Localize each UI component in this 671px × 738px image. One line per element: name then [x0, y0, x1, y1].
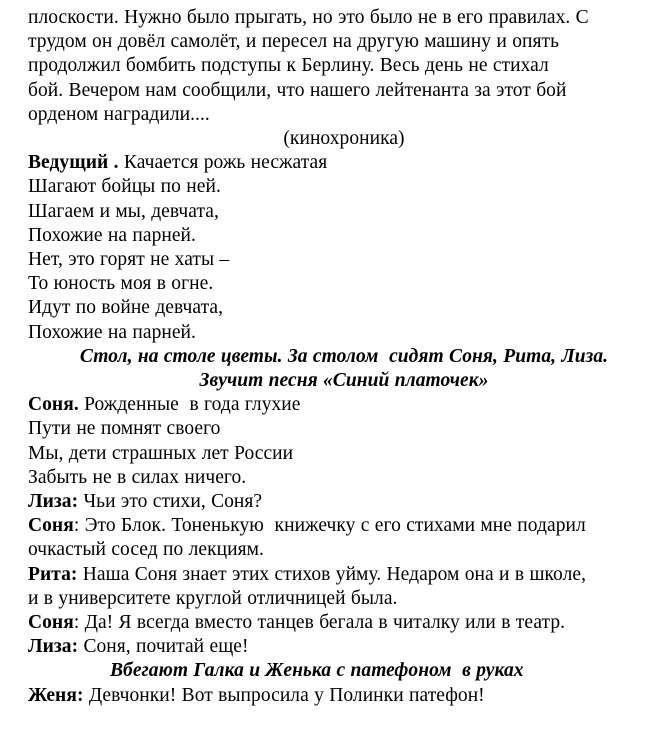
- narrative-line: плоскости. Нужно было прыгать, но это было не в его правилах. С: [28, 7, 589, 28]
- speaker-label: Рита: [28, 563, 71, 585]
- speaker-punct: :: [73, 612, 80, 634]
- dialogue-line: [28, 684, 660, 708]
- host-speaker-line: [28, 151, 660, 175]
- speaker-punct: :: [76, 684, 84, 706]
- speaker-punct: :: [73, 515, 80, 537]
- speaker-punct: :: [71, 636, 79, 658]
- host-first-line: Качается рожь несжатая: [123, 152, 328, 174]
- sonya-first-line: Рожденные в года глухие: [84, 394, 301, 416]
- sonya-speaker-line: [28, 393, 660, 417]
- dialogue-continuation: и в университете круглой отличницей была.: [28, 587, 398, 609]
- dialogue-line: [28, 635, 660, 659]
- dialogue-line: [28, 611, 660, 635]
- dialogue-text: Соня, почитай еще!: [83, 636, 249, 658]
- dialogue-text: Это Блок. Тоненькую книжечку с его стихами мне подарил: [84, 515, 586, 537]
- stage-direction-line: Вбегают Галка и Женька с патефоном в руках: [110, 660, 524, 682]
- speaker-label: Лиза: [28, 636, 72, 658]
- speaker-label: Соня: [28, 515, 74, 537]
- host-poem-line: Похожие на парней.: [28, 321, 196, 343]
- host-poem-line: То юность моя в огне.: [28, 273, 214, 295]
- narrative-line: трудом он довёл самолёт, и пересел на другую машину и опять: [28, 31, 560, 53]
- host-poem-line: Шагают бойцы по ней.: [28, 176, 221, 198]
- host-poem-line: Похожие на парней.: [28, 224, 196, 246]
- host-poem-line: Шагаем и мы, девчата,: [28, 200, 219, 222]
- dialogue-line: [28, 490, 660, 514]
- source-note: (кинохроника): [283, 128, 405, 150]
- dialogue-line: [28, 514, 660, 538]
- dialogue-text: Девчонки! Вот выпросила у Полинки патефон!: [88, 684, 485, 706]
- speaker-label-host: Ведущий .: [28, 152, 119, 174]
- stage-direction-line: Звучит песня «Синий платочек»: [199, 370, 489, 392]
- narrative-line: продолжил бомбить подступы к Берлину. Весь день не стихал: [28, 55, 549, 77]
- narrative-line: орденом наградили....: [28, 103, 210, 125]
- speaker-label-sonya: Соня.: [28, 394, 79, 416]
- sonya-poem-line: Забыть не в силах ничего.: [28, 466, 247, 488]
- speaker-label: Лиза: [28, 491, 72, 513]
- dialogue-text: Да! Я всегда вместо танцев бегала в читалку или в театр.: [84, 612, 566, 634]
- speaker-punct: :: [71, 491, 79, 513]
- speaker-label: Женя: [28, 684, 77, 706]
- host-poem-line: Идут по войне девчата,: [28, 297, 224, 319]
- sonya-poem-line: Мы, дети страшных лет России: [28, 442, 294, 464]
- stage-direction-line: Стол, на столе цветы. За столом сидят Соня, Рита, Лиза.: [79, 345, 609, 367]
- sonya-poem-line: Пути не помнят своего: [28, 418, 221, 440]
- dialogue-text: Чьи это стихи, Соня?: [83, 491, 263, 513]
- host-poem-line: Нет, это горят не хаты –: [28, 249, 230, 271]
- dialogue-continuation: очкастый сосед по лекциям.: [28, 539, 264, 561]
- speaker-punct: :: [70, 563, 78, 585]
- speaker-label: Соня: [28, 612, 74, 634]
- narrative-line: бой. Вечером нам сообщили, что нашего лейтенанта за этот бой: [28, 79, 567, 101]
- narrative-paragraph: [28, 6, 660, 127]
- dialogue-text: Наша Соня знает этих стихов уйму. Недаром она и в школе,: [82, 563, 586, 585]
- dialogue-line: [28, 563, 660, 587]
